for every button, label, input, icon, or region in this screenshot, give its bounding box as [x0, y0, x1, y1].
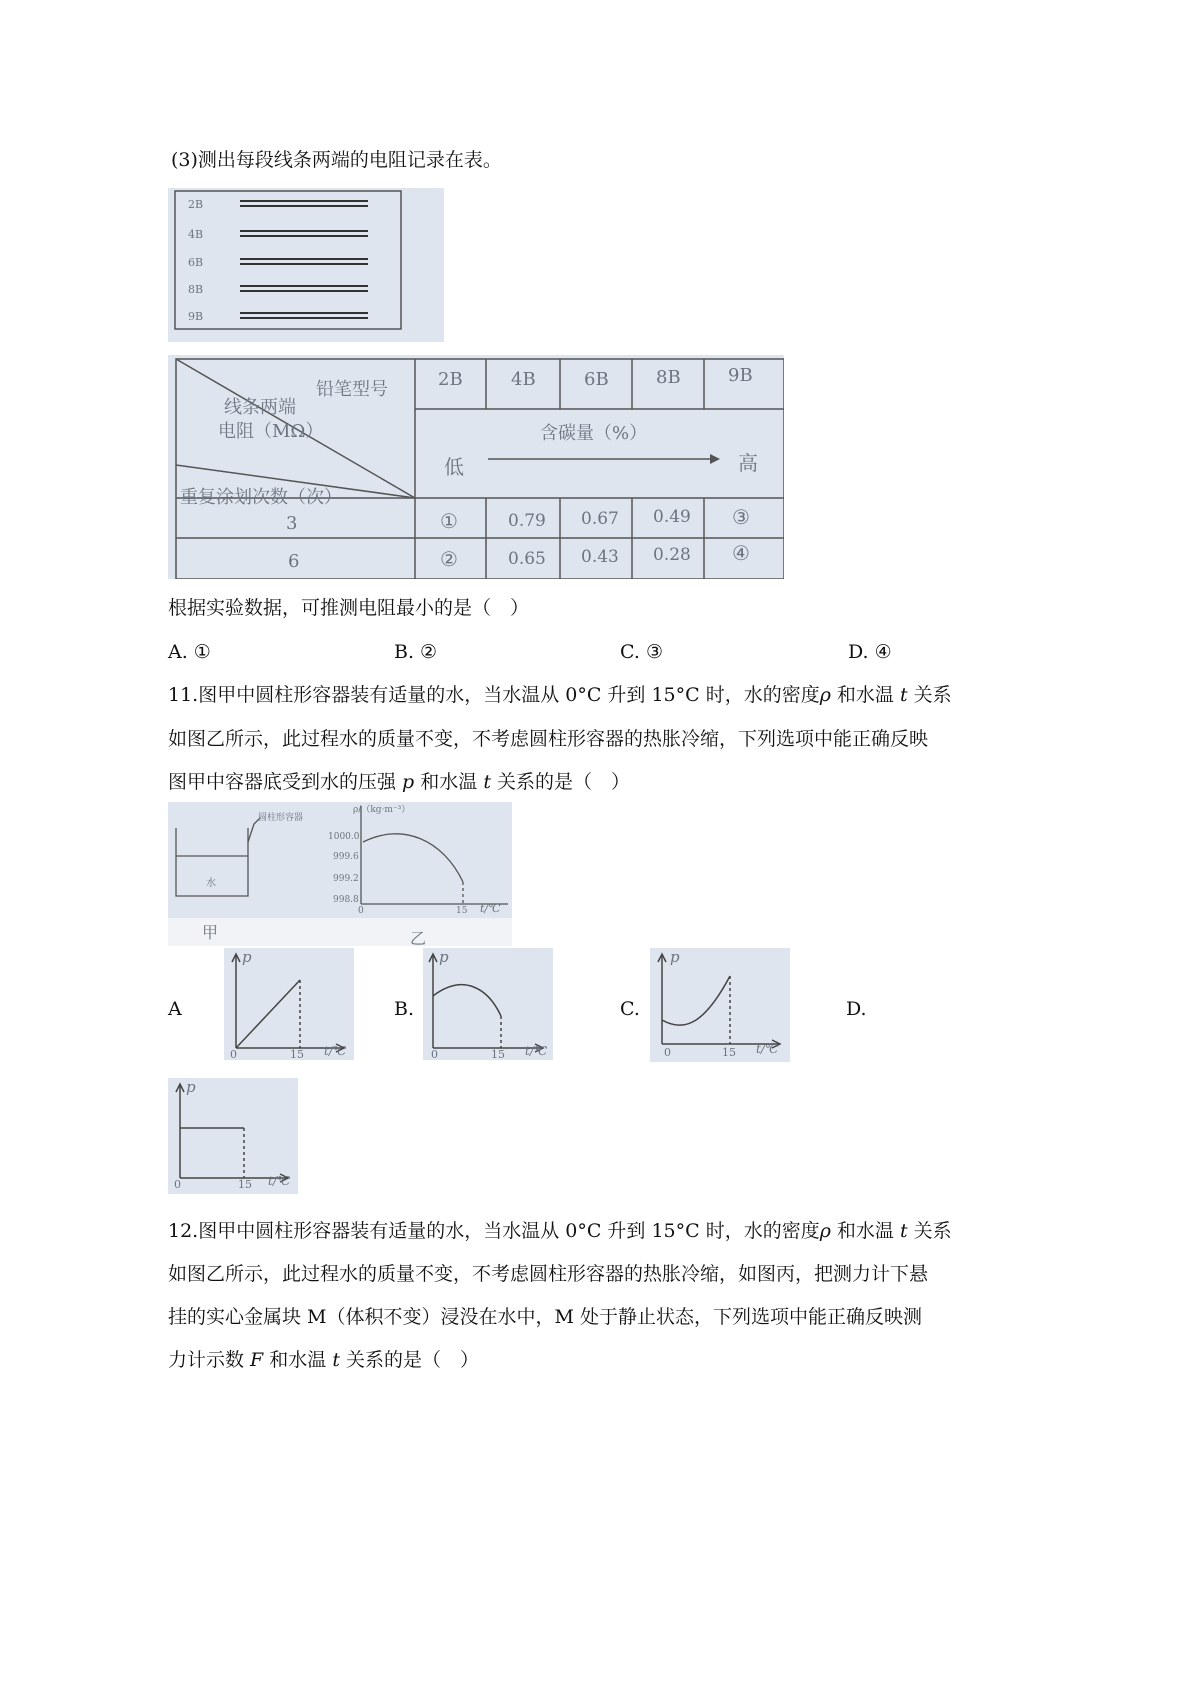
cell-3: ③: [732, 505, 750, 529]
graph-x0: 0: [174, 1178, 181, 1191]
y-tick: 999.2: [333, 874, 359, 884]
q10-option-c[interactable]: C. ③: [620, 641, 663, 663]
carbon-label: 含碳量（%）: [540, 423, 648, 444]
q11-line3: 图甲中容器底受到水的压强 p 和水温 t 关系的是（ ）: [168, 771, 630, 793]
graph-x-unit: t/℃: [324, 1044, 347, 1058]
x-axis-label: t/℃: [480, 902, 501, 915]
times-6: 6: [288, 551, 300, 572]
graph-x15: 15: [290, 1048, 304, 1060]
q11-line1: 11.图甲中圆柱形容器装有适量的水，当水温从 0°C 升到 15°C 时，水的密度ρ 和水温 t 关系: [168, 684, 952, 706]
cell-4: ④: [732, 541, 750, 565]
graph-option-c[interactable]: [650, 948, 790, 1062]
caption-jia: 甲: [202, 923, 219, 942]
table-header-model: 铅笔型号: [316, 379, 388, 400]
q10-stem: 根据实验数据，可推测电阻最小的是（ ）: [168, 597, 530, 619]
q11-option-a-label[interactable]: A: [168, 998, 182, 1020]
container-label: 圆柱形容器: [258, 813, 304, 823]
graph-x15: 15: [491, 1048, 505, 1060]
model-9b: 9B: [728, 365, 753, 386]
pencil-lines-figure: [168, 188, 444, 342]
graph-x0: 0: [664, 1046, 671, 1059]
q10-option-b[interactable]: B. ②: [394, 641, 438, 663]
caption-yi: 乙: [410, 929, 427, 948]
step3-text: (3)测出每段线条两端的电阻记录在表。: [171, 149, 502, 171]
q10-option-d[interactable]: D. ④: [848, 641, 892, 663]
model-6b: 6B: [584, 369, 609, 390]
q10-option-a[interactable]: A. ①: [168, 641, 211, 663]
x-tick: 15: [456, 906, 468, 916]
resistance-table: [168, 355, 784, 579]
cell-2: ②: [440, 547, 458, 571]
q11-option-c-label[interactable]: C.: [620, 998, 640, 1020]
y-tick: 1000.0: [328, 832, 360, 842]
q11-option-d-label[interactable]: D.: [846, 998, 867, 1020]
cell: 0.49: [653, 507, 691, 527]
x-tick: 0: [358, 906, 364, 916]
model-2b: 2B: [438, 369, 463, 390]
line-label: 9B: [188, 310, 204, 323]
graph-x0: 0: [230, 1048, 237, 1060]
q12-line3: 挂的实心金属块 M（体积不变）浸没在水中，M 处于静止状态，下列选项中能正确反映测: [168, 1306, 922, 1328]
cell: 0.79: [508, 511, 546, 531]
graph-x0: 0: [431, 1048, 438, 1060]
cell-1: ①: [440, 509, 458, 533]
graph-x-unit: t/℃: [756, 1042, 779, 1056]
cell: 0.28: [653, 545, 691, 565]
graph-y-label: p: [439, 948, 449, 966]
line-label: 4B: [188, 228, 204, 241]
graph-y-label: p: [670, 948, 680, 966]
graph-x15: 15: [722, 1046, 736, 1059]
q11-line2: 如图乙所示，此过程水的质量不变，不考虑圆柱形容器的热胀冷缩，下列选项中能正确反映: [168, 728, 929, 750]
line-label: 2B: [188, 198, 204, 211]
y-tick: 998.8: [333, 895, 359, 905]
q11-option-b-label[interactable]: B.: [394, 998, 415, 1020]
cell: 0.67: [581, 509, 619, 529]
graph-x-unit: t/℃: [268, 1174, 291, 1188]
low-label: 低: [444, 455, 464, 479]
table-header-rep: 重复涂划次数（次）: [180, 487, 342, 508]
graph-x15: 15: [238, 1178, 252, 1191]
graph-y-label: p: [242, 948, 252, 966]
rho-axis-label: ρ/（kg·m⁻³）: [353, 805, 411, 815]
line-label: 6B: [188, 256, 204, 269]
figure-captions: [168, 918, 512, 946]
q12-line2: 如图乙所示，此过程水的质量不变，不考虑圆柱形容器的热胀冷缩，如图丙，把测力计下悬: [168, 1263, 929, 1285]
cell: 0.43: [581, 547, 619, 567]
graph-x-unit: t/℃: [525, 1044, 548, 1058]
cell: 0.65: [508, 549, 546, 569]
y-tick: 999.6: [333, 852, 359, 862]
times-3: 3: [286, 513, 298, 534]
line-label: 8B: [188, 283, 204, 296]
model-8b: 8B: [656, 367, 681, 388]
model-4b: 4B: [511, 369, 536, 390]
graph-option-b[interactable]: [423, 948, 553, 1060]
figure-jia-yi: [168, 802, 512, 918]
table-header-r1: 线条两端: [224, 397, 296, 418]
table-header-r2: 电阻（MΩ）: [218, 421, 324, 442]
water-label: 水: [206, 878, 216, 889]
graph-y-label: p: [186, 1078, 196, 1096]
q12-line1: 12.图甲中圆柱形容器装有适量的水，当水温从 0°C 升到 15°C 时，水的密度ρ 和水温 t 关系: [168, 1220, 952, 1242]
graph-option-d[interactable]: [168, 1078, 298, 1194]
q12-line4: 力计示数 F 和水温 t 关系的是（ ）: [168, 1349, 480, 1371]
high-label: 高: [738, 451, 758, 475]
graph-option-a[interactable]: [224, 948, 354, 1060]
